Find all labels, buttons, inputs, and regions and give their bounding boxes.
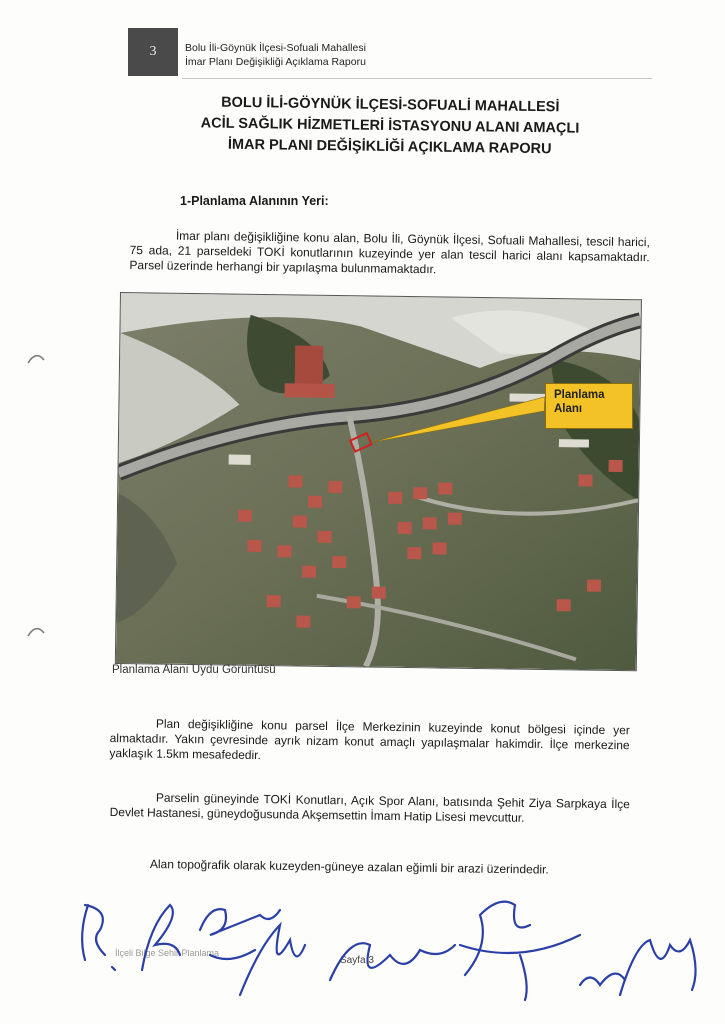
title-line-1: BOLU İLİ-GÖYNÜK İLÇESİ-SOFUALİ MAHALLESİ [221,94,560,116]
callout-line-2: Alanı [554,403,583,415]
header-line-1: Bolu İli-Göynük İlçesi-Sofuali Mahallesi [185,42,366,54]
signatures-icon [60,885,720,1015]
binder-hole-icon [26,352,46,364]
footer-page-number: Sayfa 3 [340,955,374,966]
footer-company: İlçeli Bilge Sehir Planlama [115,948,220,958]
page-number: 3 [149,44,157,59]
satellite-image [115,292,642,671]
section-heading: 1-Planlama Alanının Yeri: [180,194,329,208]
header-line-2: İmar Planı Değişikliği Açıklama Raporu [185,56,366,68]
page-number-box [128,28,178,76]
title-line-3: İMAR PLANI DEĞİŞİKLİĞİ AÇIKLAMA RAPORU [227,136,552,158]
image-caption: Planlama Alanı Uydu Görüntüsü [112,664,276,676]
paragraph-parcel-position: Plan değişikliğine konu parsel İlçe Merkezinin kuzeyinde konut bölgesi içinde yer almaktadır. Yakın çevresinde ayrık nizam konut amaçlı yapılaşmalar hakimdir. İlçe merkezine yaklaşık 1.5km mesafededir. [109,716,630,763]
paragraph-location: İmar planı değişikliğine konu alan, Bolu İli, Göynük İlçesi, Sofuali Mahallesi, tescil harici, 75 ada, 21 parseldeki TOKİ konutlarının kuzeyinde yer alan tescil harici alanı kapsamaktadır. Parsel üzerinde herhangi bir yapılaşma bulunmamaktadır. [129,228,650,277]
header-divider [182,78,652,79]
binder-hole-icon [26,625,46,637]
document-title [110,91,671,162]
planning-area-callout [545,383,633,429]
paragraph-surroundings: Parselin güneyinde TOKİ Konutları, Açık Spor Alanı, batısında Şehit Ziya Sarpkaya İlçe Devlet Hastanesi, güneydoğusunda Akşemsettin İmam Hatip Lisesi mevcuttur. [109,790,630,825]
paragraph-topography: Alan topoğrafik olarak kuzeyden-güneye azalan eğimli bir arazi üzerindedir. [149,857,549,877]
satellite-map-icon [116,293,641,670]
callout-line-1: Planlama [554,389,605,401]
running-header [185,41,366,69]
title-line-2: ACİL SAĞLIK HİZMETLERİ İSTASYONU ALANI AMAÇLI [200,115,580,137]
